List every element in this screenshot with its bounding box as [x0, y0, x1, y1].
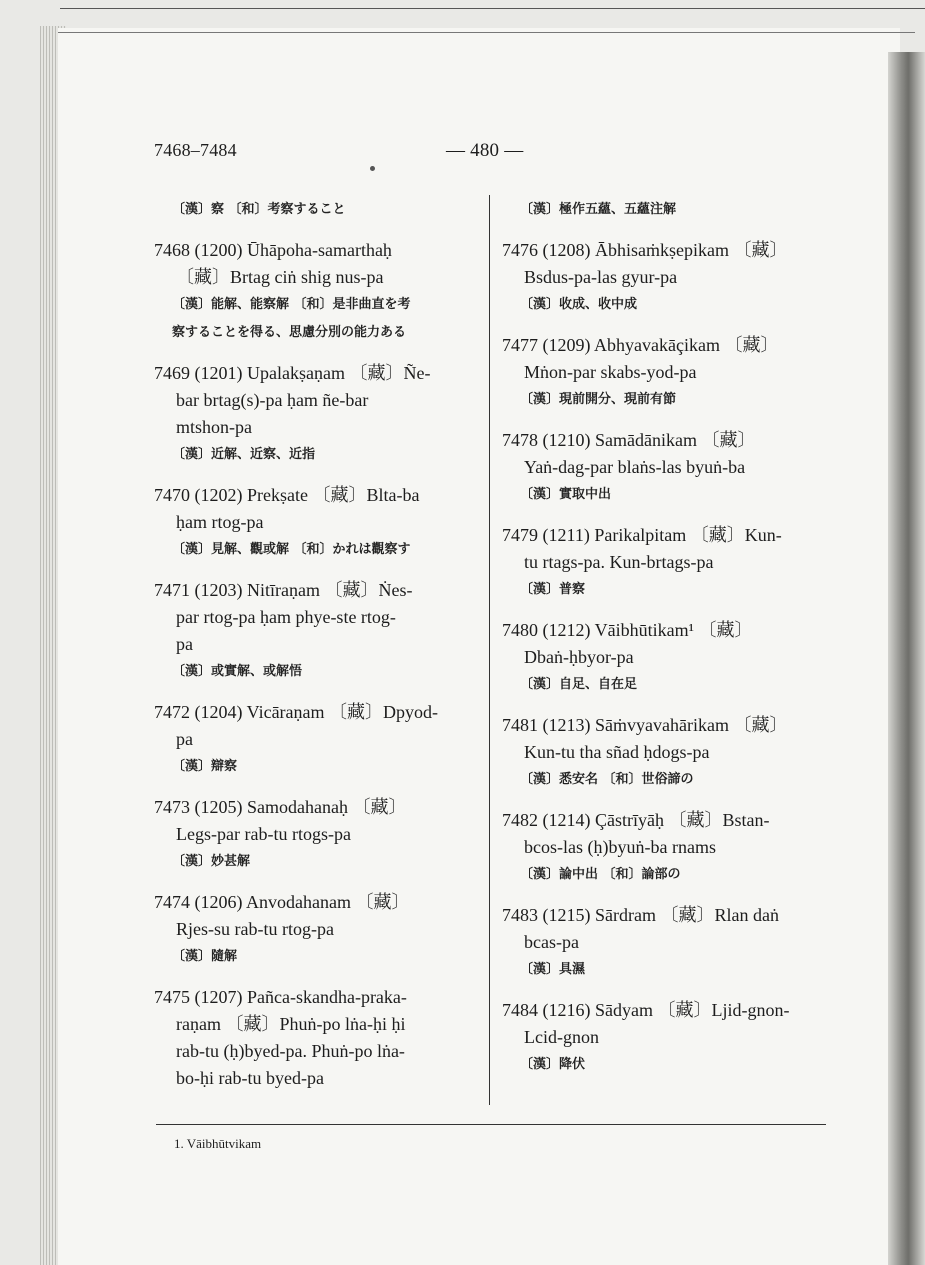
entry-tibetan-line: ḥam rtog-pa [176, 512, 264, 532]
footnote-rule [156, 1124, 826, 1125]
dictionary-entry [502, 712, 832, 794]
dictionary-entry [502, 807, 832, 889]
entry-tibetan-line: Mṅon-par skabs-yod-pa [524, 362, 697, 382]
dictionary-entry [502, 427, 832, 509]
entry-headword: 7469 (1201) Upalakṣaṇam 〔藏〕Ñe- [154, 363, 431, 383]
gloss-line: 〔漢〕實取中出 [520, 487, 612, 502]
dictionary-entry [154, 699, 480, 781]
page-number: — 480 — [446, 140, 524, 161]
footnote: 1. Vāibhūtvikam [174, 1136, 262, 1151]
column-divider [489, 195, 490, 1105]
gloss-line: 〔漢〕辯察 [172, 759, 238, 774]
dictionary-entry [502, 617, 832, 699]
entry-headword: 7480 (1212) Vāibhūtikam¹ 〔藏〕 [502, 620, 753, 640]
entry-tibetan-line: mtshon-pa [176, 417, 252, 437]
entry-headword: 7474 (1206) Anvodahanam 〔藏〕 [154, 892, 410, 912]
dictionary-entry [154, 984, 480, 1092]
entry-headword: 7468 (1200) Ūhāpoha-samarthaḥ [154, 240, 392, 260]
gloss-line: 〔漢〕自足、自在足 [520, 677, 638, 692]
entry-headword: 7477 (1209) Abhyavakāçikam 〔藏〕 [502, 335, 779, 355]
entry-tibetan-line: bar brtag(s)-pa ḥam ñe-bar [176, 390, 369, 410]
entry-headword: 7472 (1204) Vicāraṇam 〔藏〕Dpyod- [154, 702, 439, 722]
dictionary-entry [154, 360, 480, 469]
gloss-line: 〔漢〕論中出 〔和〕論部の [520, 867, 681, 882]
entry-headword: 7475 (1207) Pañca-skandha-praka- [154, 987, 407, 1007]
entry-tibetan-line: Legs-par rab-tu rtogs-pa [176, 824, 351, 844]
left-column [154, 196, 480, 1105]
entry-tibetan-line: par rtog-pa ḥam phye-ste rtog- [176, 607, 396, 627]
gloss-line: 〔漢〕隨解 [172, 949, 238, 964]
entry-headword: 7483 (1215) Sārdram 〔藏〕Rlan daṅ [502, 905, 779, 925]
entry-tibetan-line: Bsdus-pa-las gyur-pa [524, 267, 678, 287]
entry-tibetan-line: Dbaṅ-ḥbyor-pa [524, 647, 634, 667]
dictionary-entry [502, 997, 832, 1079]
entry-headword: 7482 (1214) Çāstrīyāḥ 〔藏〕Bstan- [502, 810, 770, 830]
dictionary-entry [502, 522, 832, 604]
entry-headword: 7476 (1208) Ābhisaṁkṣepikam 〔藏〕 [502, 240, 788, 260]
gloss-line: 〔漢〕悉安名 〔和〕世俗諦の [520, 772, 694, 787]
gloss-line: 〔漢〕見解、觀或解 〔和〕かれは觀察す [172, 542, 411, 557]
page-right-shadow [888, 52, 925, 1265]
entry-tibetan-line: 〔藏〕Brtag ciṅ shig nus-pa [176, 267, 384, 287]
entry-headword: 7470 (1202) Prekṣate 〔藏〕Blta-ba [154, 485, 420, 505]
top-scan-line [60, 8, 925, 9]
entry-headword: 7473 (1205) Samodahanaḥ 〔藏〕 [154, 797, 407, 817]
entry-headword: 7471 (1203) Nitīraṇam 〔藏〕Ṅes- [154, 580, 413, 600]
gloss-line: 〔漢〕收成、收中成 [520, 297, 638, 312]
entry-tibetan-line: bcas-pa [524, 932, 579, 952]
dictionary-entry [502, 332, 832, 414]
gloss-line: 〔漢〕具濕 [520, 962, 586, 977]
gloss-line: 〔漢〕極作五蘊、五蘊注解 [520, 202, 677, 217]
entry-headword: 7479 (1211) Parikalpitam 〔藏〕Kun- [502, 525, 782, 545]
right-column [502, 196, 832, 1092]
dictionary-entry [154, 577, 480, 686]
gloss-line: 〔漢〕能解、能察解 〔和〕是非曲直を考 [172, 297, 411, 312]
page-top-edge [58, 32, 915, 33]
gloss-line: 〔漢〕近解、近察、近指 [172, 447, 316, 462]
entry-headword: 7481 (1213) Sāṁvyavahārikam 〔藏〕 [502, 715, 788, 735]
gloss-line: 〔漢〕或實解、或解悟 [172, 664, 303, 679]
gloss-line: 〔漢〕察 〔和〕考察すること [172, 202, 346, 217]
entry-tibetan-line: Yaṅ-dag-par blaṅs-las byuṅ-ba [524, 457, 746, 477]
dictionary-entry [154, 482, 480, 564]
entry-tibetan-line: Kun-tu tha sñad ḥdogs-pa [524, 742, 710, 762]
entry-tibetan-line: pa [176, 634, 193, 654]
entry-range: 7468–7484 [154, 140, 237, 160]
entry-tibetan-line: bcos-las (ḥ)byuṅ-ba rnams [524, 837, 716, 857]
dictionary-entry [502, 237, 832, 319]
entry-tibetan-line: bo-ḥi rab-tu byed-pa [176, 1068, 324, 1088]
entry-tibetan-line: raṇam 〔藏〕Phuṅ-po lṅa-ḥi ḥi [176, 1014, 406, 1034]
gloss-line: 察することを得る、思慮分別の能力ある [172, 325, 407, 340]
ink-dot [370, 166, 375, 171]
gloss-line: 〔漢〕普察 [520, 582, 586, 597]
entry-headword: 7478 (1210) Samādānikam 〔藏〕 [502, 430, 756, 450]
entry-tibetan-line: rab-tu (ḥ)byed-pa. Phuṅ-po lṅa- [176, 1041, 405, 1061]
entry-tibetan-line: pa [176, 729, 193, 749]
gloss-line: 〔漢〕妙甚解 [172, 854, 251, 869]
entry-tibetan-line: tu rtags-pa. Kun-brtags-pa [524, 552, 714, 572]
gloss-line: 〔漢〕現前開分、現前有節 [520, 392, 677, 407]
dictionary-entry [154, 237, 480, 347]
dictionary-entry [154, 794, 480, 876]
entry-tibetan-line: Lcid-gnon [524, 1027, 599, 1047]
gloss-block [502, 196, 832, 224]
entry-tibetan-line: Rjes-su rab-tu rtog-pa [176, 919, 334, 939]
entry-headword: 7484 (1216) Sādyam 〔藏〕Ljid-gnon- [502, 1000, 790, 1020]
dictionary-entry [154, 889, 480, 971]
gloss-block [154, 196, 480, 224]
dictionary-entry [502, 902, 832, 984]
gloss-line: 〔漢〕降伏 [520, 1057, 586, 1072]
